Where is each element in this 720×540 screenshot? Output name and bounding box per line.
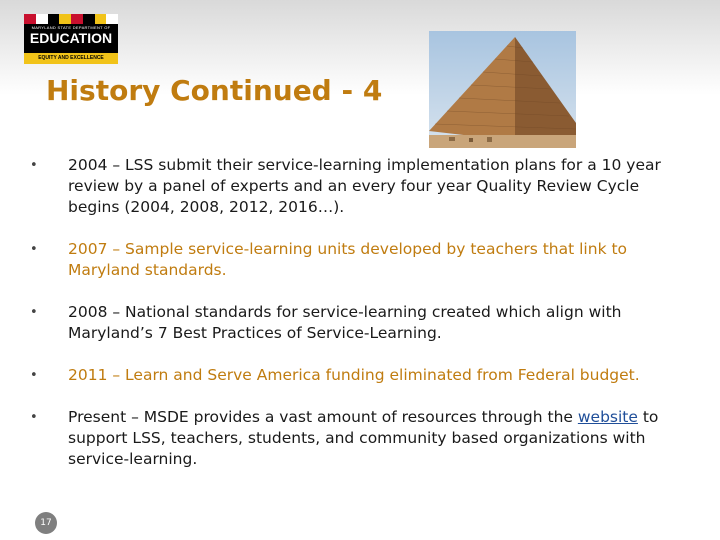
bullet-text: 2011 – Learn and Serve America funding eliminated from Federal budget. bbox=[68, 366, 640, 384]
bullet-2008 bbox=[30, 302, 690, 344]
bullet-dot-icon: • bbox=[30, 410, 38, 425]
maryland-flag-icon bbox=[24, 14, 118, 24]
website-link[interactable]: website bbox=[577, 408, 638, 426]
msde-logo bbox=[24, 14, 118, 64]
bullet-dot-icon: • bbox=[30, 158, 38, 173]
bullet-dot-icon: • bbox=[30, 368, 38, 383]
slide-number-badge: 17 bbox=[35, 512, 57, 534]
bullet-text: 2007 – Sample service-learning units developed by teachers that link to Maryland standards. bbox=[68, 240, 628, 279]
bullet-text: 2008 – National standards for service-learning created which align with Maryland’s 7 Best Practices of Service-Learning. bbox=[68, 303, 622, 342]
bullet-2011 bbox=[30, 365, 690, 386]
bullet-present bbox=[30, 407, 690, 470]
bullet-2004 bbox=[30, 155, 690, 218]
bullet-dot-icon: • bbox=[30, 305, 38, 320]
slide-title: History Continued - 4 bbox=[46, 74, 383, 107]
logo-state-text: MARYLAND STATE DEPARTMENT OF bbox=[31, 25, 111, 30]
pyramid-photo bbox=[429, 31, 576, 148]
bullet-dot-icon: • bbox=[30, 242, 38, 257]
bullet-list bbox=[30, 155, 690, 491]
bullet-2007 bbox=[30, 239, 690, 281]
logo-tagline: EQUITY AND EXCELLENCE bbox=[24, 53, 118, 64]
bullet-text: 2004 – LSS submit their service-learning implementation plans for a 10 year review by a panel of experts and an every four year Quality Review Cycle begins (2004, 2008, 2012, 2016…). bbox=[68, 156, 661, 216]
logo-education-word: EDUCATION bbox=[29, 30, 113, 46]
bullet-text-before: Present – MSDE provides a vast amount of resources through the bbox=[68, 408, 578, 426]
bullet-text-after: to support LSS, teachers, students, and community based organizations with service-learning. bbox=[68, 408, 659, 468]
pyramid-icon bbox=[429, 31, 576, 148]
